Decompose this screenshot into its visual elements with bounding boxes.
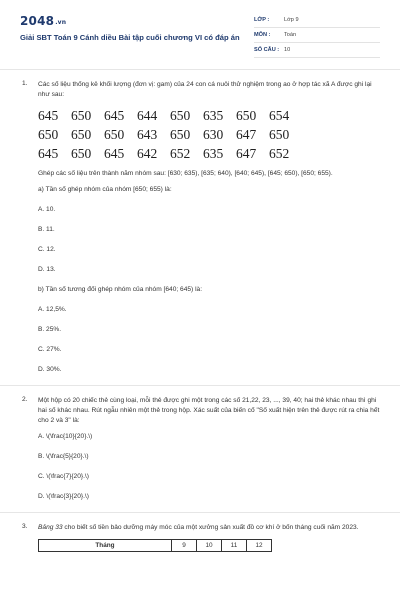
meta-row-subject (254, 30, 380, 43)
data-cell: 650 (71, 126, 92, 142)
question-3 (22, 523, 382, 552)
question-text: Một hộp có 20 chiếc thẻ cùng loại, mỗi thẻ được ghi một trong các số 21,22, 23, ..., 39, 40; hai thẻ khác nhau thì ghi hai số khác nhau. Rút ngẫu nhiên một thẻ trong hộp. Xác suất của biến cố "Số xuất hiện trên thẻ được rút ra chia hết cho 2 và 3" là: (38, 397, 380, 424)
question-number: 2. (22, 396, 28, 403)
header-divider (0, 69, 400, 70)
grouping-text: Ghép các số liệu trên thành năm nhóm sau: [630; 635), [635; 640), [640; 645), [645; 650), [650; 655). (38, 170, 333, 177)
meta-label: MÔN : (254, 32, 271, 38)
question-text-rest: cho biết số tiền bảo dưỡng máy móc của một xưởng sản xuất đồ cơ khí ở bốn tháng cuối năm 2023. (62, 524, 359, 531)
answer-option-c[interactable]: C. \(\frac{7}{20}.\) (38, 473, 89, 480)
data-cell: 647 (236, 126, 257, 142)
meta-value: 10 (284, 47, 291, 53)
answer-option-c[interactable]: C. 27%. (38, 346, 62, 353)
data-cell: 650 (71, 145, 92, 161)
table-reference: Bảng 33 (38, 524, 63, 531)
answer-option-d[interactable]: D. \(\frac{3}{20}.\) (38, 493, 89, 500)
question-number: 1. (22, 80, 28, 87)
table-header-cell: 10 (197, 540, 222, 552)
answer-option-b[interactable]: B. 11. (38, 226, 55, 233)
part-a-text: a) Tần số ghép nhóm của nhóm [650; 655) là: (38, 186, 172, 193)
question-list (22, 80, 382, 552)
question-divider (0, 385, 400, 386)
document-title: Giải SBT Toán 9 Cánh diều Bài tập cuối chương VI có đáp án (20, 33, 240, 42)
data-cell: 643 (137, 126, 158, 142)
data-cell: 650 (104, 126, 125, 142)
answer-option-b[interactable]: B. \(\frac{5}{20}.\) (38, 453, 89, 460)
answer-option-a[interactable]: A. \(\frac{10}{20}.\) (38, 433, 93, 440)
data-cell: 635 (203, 107, 224, 123)
data-row (38, 144, 302, 163)
data-cell: 654 (269, 107, 290, 123)
data-cell: 645 (104, 145, 125, 161)
data-cell: 645 (38, 145, 59, 161)
data-cell: 635 (203, 145, 224, 161)
answer-option-a[interactable]: A. 10. (38, 206, 56, 213)
meta-row-class (254, 15, 380, 28)
meta-label: SỐ CÂU : (254, 47, 280, 53)
data-cell: 645 (38, 107, 59, 123)
question-2 (22, 396, 382, 502)
table-header-cell: 9 (172, 540, 197, 552)
meta-row-count (254, 45, 380, 58)
answer-option-d[interactable]: D. 13. (38, 266, 56, 273)
data-cell: 650 (236, 107, 257, 123)
meta-label: LỚP : (254, 17, 270, 23)
page-header (0, 0, 400, 70)
fish-weight-data (38, 106, 302, 163)
maintenance-table (38, 539, 272, 552)
site-logo[interactable]: 2048.vn (20, 14, 67, 28)
data-cell: 652 (170, 145, 191, 161)
meta-value: Toán (284, 32, 297, 38)
data-row (38, 106, 302, 125)
data-cell: 642 (137, 145, 158, 161)
table-header-cell: 11 (222, 540, 247, 552)
answer-option-b[interactable]: B. 25%. (38, 326, 62, 333)
part-b-text: b) Tần số tương đối ghép nhóm của nhóm [640; 645) là: (38, 286, 203, 293)
data-cell: 650 (71, 107, 92, 123)
data-cell: 650 (38, 126, 59, 142)
data-cell: 650 (269, 126, 290, 142)
data-cell: 647 (236, 145, 257, 161)
data-row (38, 125, 302, 144)
answer-option-c[interactable]: C. 12. (38, 246, 56, 253)
answer-option-d[interactable]: D. 30%. (38, 366, 62, 373)
logo-suffix: .vn (55, 19, 67, 26)
data-cell: 650 (170, 107, 191, 123)
table-header-label: Tháng (39, 540, 172, 552)
table-header-row (39, 540, 272, 552)
question-number: 3. (22, 523, 28, 530)
question-divider (0, 512, 400, 513)
data-cell: 650 (170, 126, 191, 142)
table-header-cell: 12 (247, 540, 272, 552)
data-cell: 652 (269, 145, 290, 161)
answer-option-a[interactable]: A. 12,5%. (38, 306, 67, 313)
question-text: Các số liệu thống kê khối lượng (đơn vị: gam) của 24 con cá nuôi thử nghiệm trong ao ở hợp tác xã A được ghi lại như sau: (38, 81, 372, 98)
data-cell: 644 (137, 107, 158, 123)
meta-value: Lớp 9 (284, 17, 299, 23)
question-1 (22, 80, 382, 375)
data-cell: 630 (203, 126, 224, 142)
data-cell: 645 (104, 107, 125, 123)
question-text (38, 523, 382, 533)
